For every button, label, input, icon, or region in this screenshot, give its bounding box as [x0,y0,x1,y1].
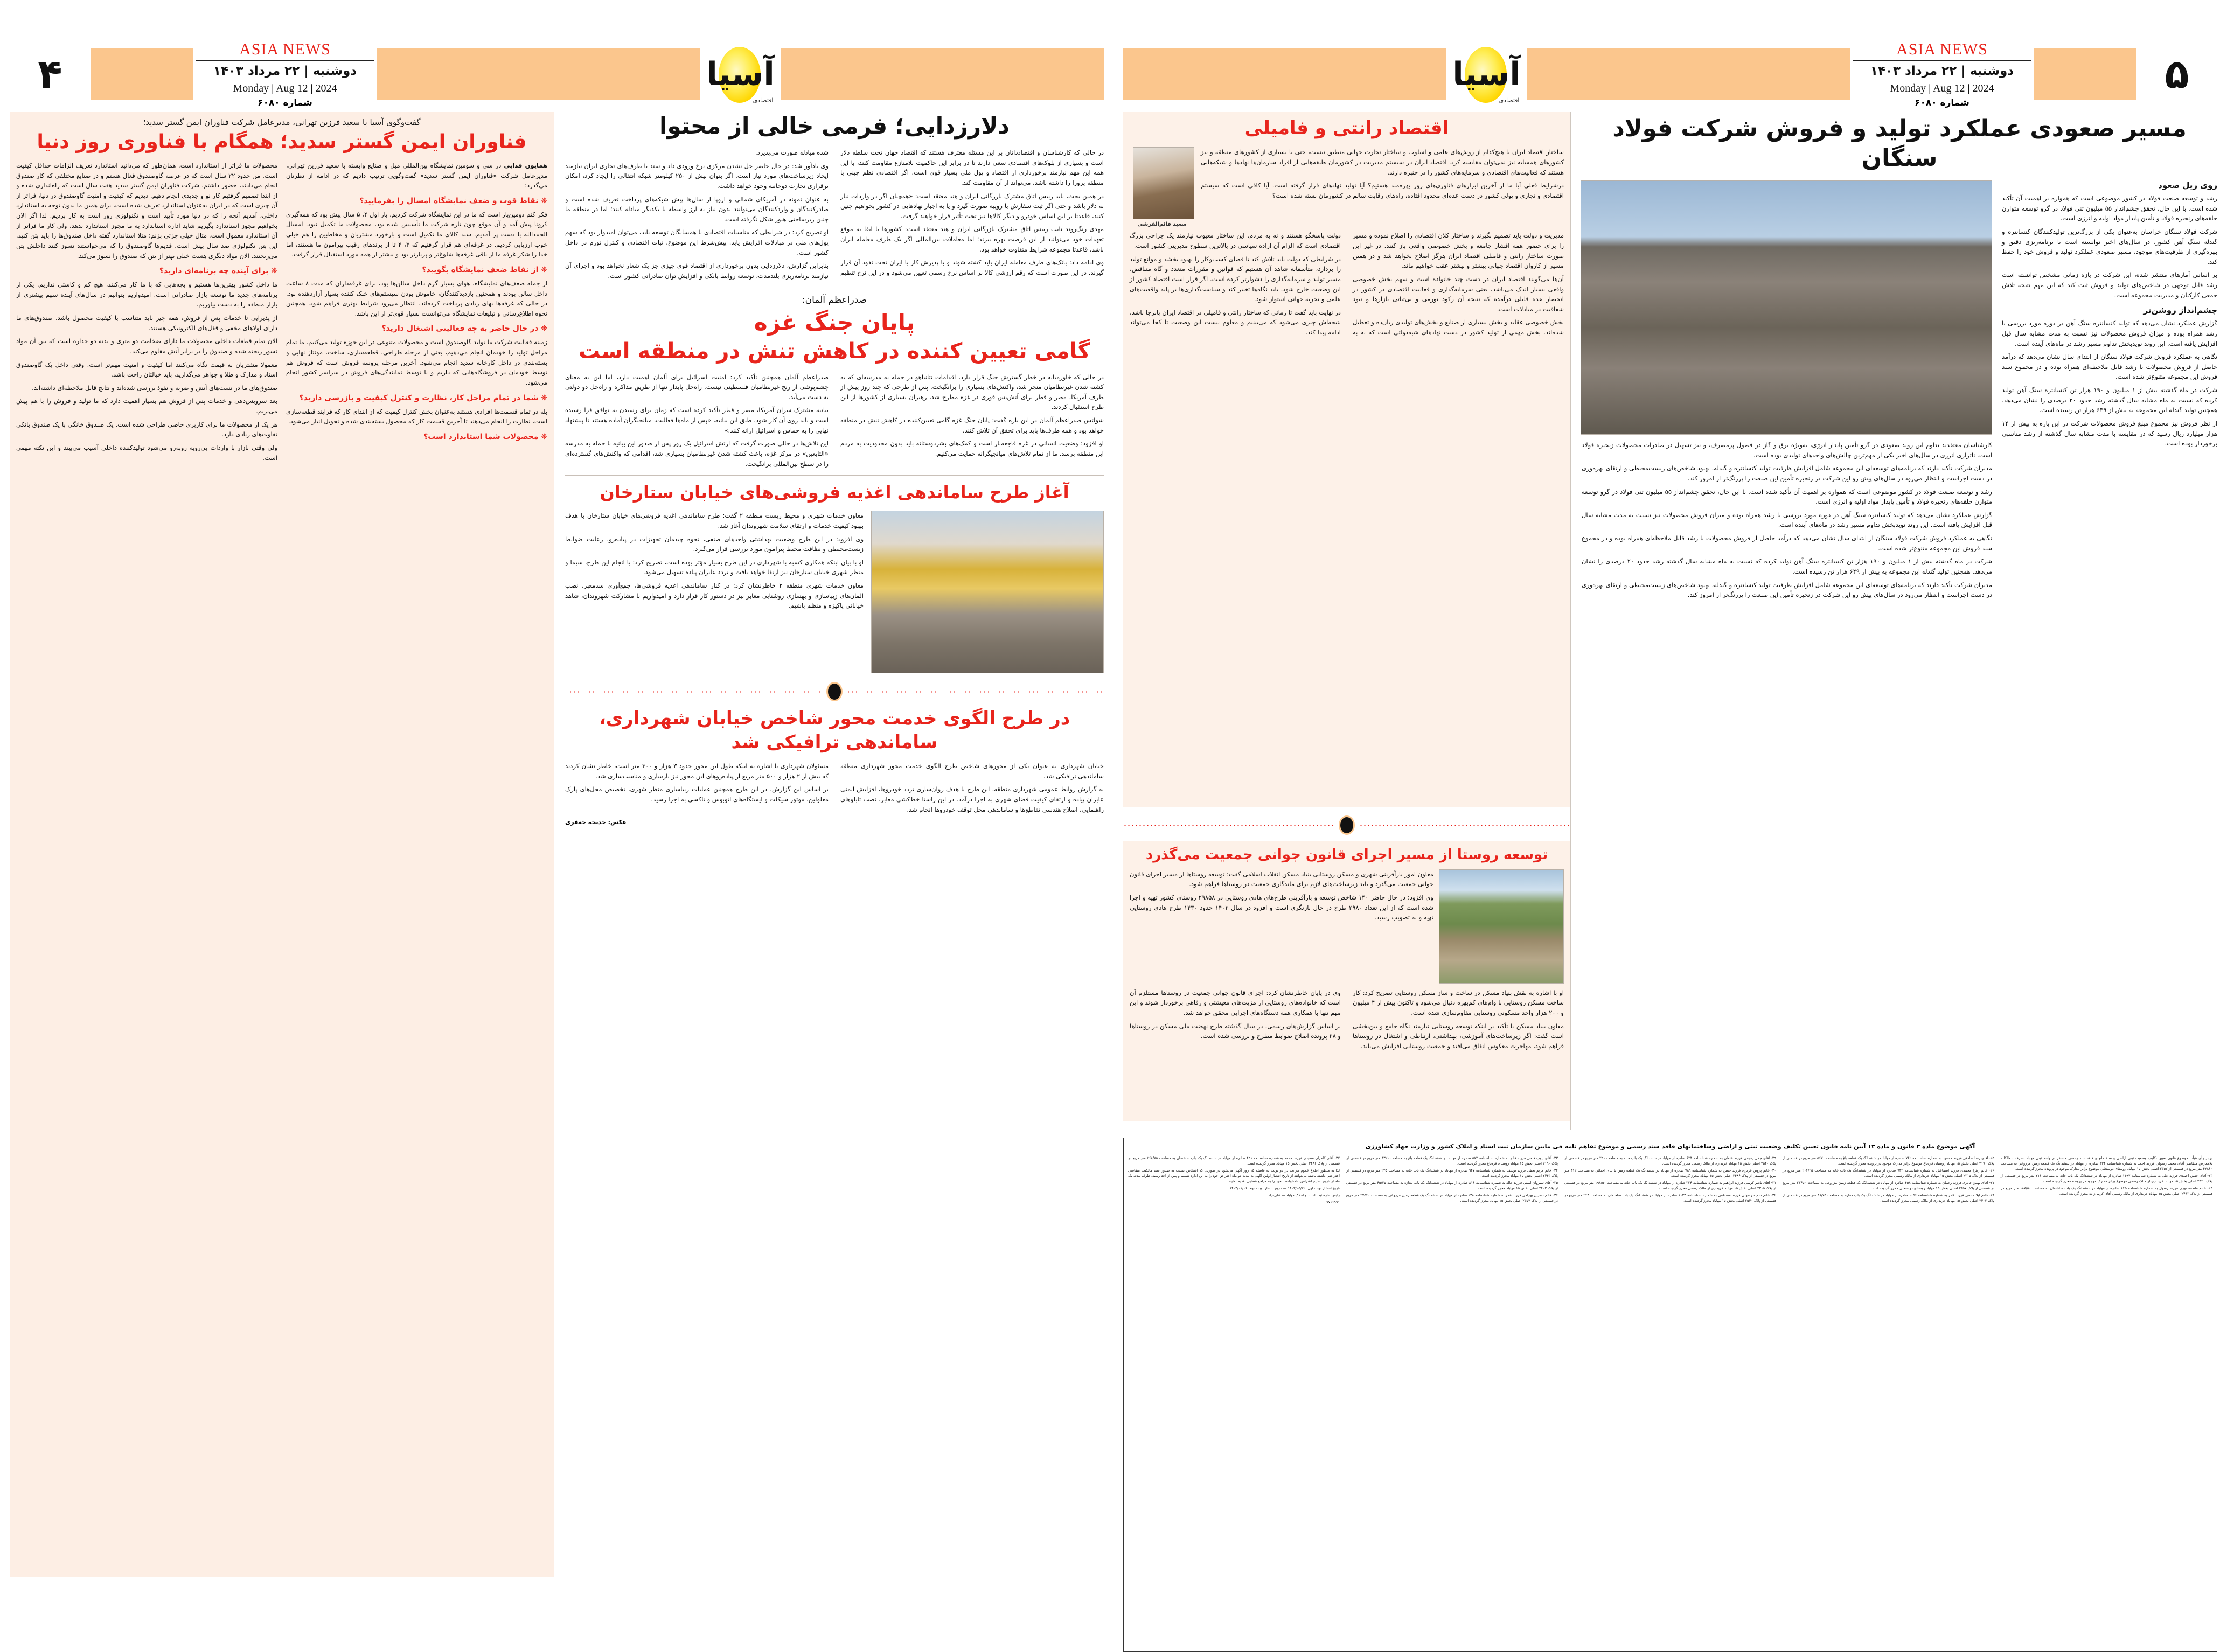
interview-intro-text: در سی و سومین نمایشگاه بین‌المللی مبل و صنایع وابسته با سعید فرزین تهرانی، مدیرعامل شرکت «فناوران ایمن گستر سدید» گفت‌وگویی ترتیب دادیم که در ادامه از نظرتان می‌گذرد: [286,161,547,190]
dollar-headline: دلارزدایی؛ فرمی خالی از محتوا [659,113,1010,139]
gaza-article [565,295,1104,469]
steel-p5: شرکت در ماه گذشته بیش از ۱ میلیون و ۱۹۰ هزار تن کنسانتره سنگ آهن تولید کرده که نسبت به ماه مشابه سال گذشته رشد حدود ۲۰ درصدی را نشان می‌دهد. همچنین تولید گندله این مجموعه به بیش از ۶۴۹ هزار تن رسیده است. [2002,386,2217,414]
gaza-headline-line2: گامی تعیین کننده در کاهش تنش در منطقه است [579,338,1090,364]
masthead-issue-left: شماره ۶۰۸۰ [1915,97,1969,108]
village-text-b [1130,988,1564,1051]
village-article [1123,841,1570,1121]
page-right [0,0,1114,1591]
ad-item: ۳۶- خانم نسرین بهرامی فرزند عمر به شماره شناسنامه ۶۳۸ صادره از مهاباد در ششدانگ یک قطعه زمین مزروعی به مساحت ۲۷۵۴۰ متر مربع در قسمتی از پلاک ۲۳۵۷ اصلی بخش ۱۵ مهاباد محرز گردیده است. [1346,1193,1558,1203]
dollar-p5: به عنوان نمونه در آمریکای شمالی و اروپا از سال‌ها پیش شبکه‌های پرداخت تعریف شده است و صادرکنندگان و واردکنندگان می‌توانند بدون نیاز به ارز واسطه با یکدیگر مبادله کنند؛ اما در منطقه ما چنین زیرساختی هنوز شکل نگرفته است. [565,195,829,223]
village-p1: وی افزود: در حال حاضر ۱۴۰ شاخص توسعه و بازآفرینی طرح‌های هادی روستایی در ۲۹۸۵۸ روستای کشور تهیه و اجرا شده است که از این تعداد ۲۹۸۰ طرح در حال بازنگری است و افزود در سال ۱۴۰۲ حدود ۱۴۳۰ طرح هادی روستایی تهیه و به تصویب رسید. [1130,893,1433,922]
page-number-right: ۴ [38,51,62,97]
traffic-photo-credit: عکس: خدیجه جعفری [565,819,627,826]
steel-photo [1581,180,1992,435]
ad-item: ۳۰- خانم پروین عزیزی فرزند حسن به شماره شناسنامه ۷۸۹ صادره از مهاباد در ششدانگ یک قطعه زمین با بنای احداثی به مساحت ۳۱۲ متر مربع در قسمتی از پلاک ۲۴۸۶ اصلی بخش ۱۵ مهاباد محرز گردیده است. [1564,1168,1776,1179]
steel-p3: گزارش عملکرد نشان می‌دهد که تولید کنسانتره سنگ آهن در دوره مورد بررسی با رشد همراه بوده و میزان فروش محصولات نیز نسبت به مدت مشابه سال قبل افزایش یافته است. این روند نویدبخش تداوم مسیر رشد در ماه‌های آینده است. [2002,319,2217,347]
interview-side-text: از پذیرایی تا خدمات پس از فروش، همه چیز باید متناسب با کیفیت محصول باشد. صندوق‌های ما دارای لولاهای مخفی و قفل‌های الکترونیکی هستند. [16,314,277,332]
opinion-p2: مدیریت و دولت باید تصمیم بگیرند و ساختار کلان اقتصادی را اصلاح نموده و مسیر را برای حضور همه اقشار جامعه و بخش خصوصی واقعی باز کنند. در غیر این صورت ساختار رانتی و فامیلی اقتصاد ایران هرگز اصلاح نخواهد شد و در همین مسیر از کاروان اقتصاد جهانی بیشتر و بیشتر عقب خواهیم ماند. [1353,232,1564,270]
classifieds-box [1123,1138,2217,1652]
interview-side-text: هر یک از محصولات ما برای کاربری خاصی طراحی شده است. یک صندوق خانگی با یک صندوق بانکی تفاوت‌های زیادی دارد. [16,420,277,438]
steel-p10: گزارش عملکرد نشان می‌دهد که تولید کنسانتره سنگ آهن در دوره مورد بررسی با رشد همراه بوده و میزان فروش محصولات نیز نسبت به مدت مشابه سال قبل افزایش یافته است. این روند نویدبخش تداوم مسیر رشد در ماه‌های آینده است. [1582,511,1992,529]
interview-side-text: بعد سرویس‌دهی و خدمات پس از فروش هم بسیار اهمیت دارد که ما تولید و فروش را با هم پیش می‌بریم. [16,397,277,415]
village-text-a [1130,869,1433,984]
masthead-en-title-left: ASIA NEWS [1896,40,1988,58]
ad-item: ۳۴- خانم مریم نجفی فرزند یوسف به شماره شناسنامه ۹۴۷ صادره از مهاباد در ششدانگ یک باب خانه به مساحت ۲۲۵ متر مربع در قسمتی از پلاک ۲۴۴۳ اصلی بخش ۱۵ مهاباد محرز گردیده است. [1346,1168,1558,1179]
dollar-p7: بنابراین گزارش، دلارزدایی بدون برخورداری از اقتصاد قوی چیزی جز یک شعار نخواهد بود و اجرای آن نیازمند برنامه‌ریزی بلندمدت، توسعه روابط بانکی و افزایش توان صادراتی کشور است. [565,262,829,280]
section-ornament-left [1123,815,1570,835]
traffic-p2: مسئولان شهرداری با اشاره به اینکه طول این محور حدود ۳ هزار و ۳۰۰ متر است، خاطر نشان کردند که بیش از ۲ هزار و ۵۰۰ متر مربع از پیاده‌روهای این محور نیز بازسازی و مناسب‌سازی شد. [565,762,829,780]
ornament-dots-a [847,691,1104,693]
dollar-p4: وی یادآور شد: در حال حاضر حل نشدن مرکزی نرخ ورودی داد و ستد با طرف‌های تجاری ایران نیازمند ایجاد زیرساخت‌های مورد نیاز است. اگر بتوان بیش از ۲۵۰ کیلومتر شبکه انتقالی را ایجاد کرد، امکان برقراری تجارت دوجانبه وجود خواهد داشت. [565,162,829,190]
page-left [1114,0,2227,1591]
ad-item: ۲۴- خانم فاطمه نوری فرزند رسول به شماره شناسنامه ۸۴۵ صادره از مهاباد در ششدانگ یک باب ساختمان به مساحت ۱۸۷/۵۰ متر مربع در قسمتی از پلاک ۲۴۴۳ اصلی بخش ۱۵ مهاباد خریداری از مالک رسمی آقای کریم زاده محرز گردیده است. [2001,1186,2212,1196]
steel-sub2: چشم‌انداز روشن‌تر [2143,305,2217,316]
logo-wordmark-left: آسیا [1452,55,1521,93]
steel-text-a [2002,193,2217,300]
logo-wordmark-right: آسیا [706,55,775,93]
ornament-dots-b [1123,825,1334,826]
traffic-p3: بر اساس این گزارش، در این طرح همچنین عملیات زیباسازی منظر شهری، تخصیص محل‌های پارک معلولین، موتور سیکلت و ایستگاه‌های اتوبوس و تاکسی به اجرا رسید. [565,785,829,804]
left-sidebar [1123,112,1571,1130]
steel-article [1582,112,2217,1130]
village-p5: بر اساس گزارش‌های رسمی، در سال گذشته طرح نهضت ملی مسکن در روستاها و ۲۸ پرونده اصلاح ضوابط مطرح و بررسی شده است. [1130,1022,1341,1040]
ad-item: ۲۸- خانم لیلا حسنی فرزند قادر به شماره شناسنامه ۱۰۵۶ صادره از مهاباد در ششدانگ یک باب مغازه به مساحت ۳۸/۷۵ متر مربع در قسمتی از پلاک ۲۴۰۲ اصلی بخش ۱۵ مهاباد خریداری از مالک رسمی محرز گردیده است. [1783,1193,1995,1203]
village-p3: معاون بنیاد مسکن با تأکید بر اینکه توسعه روستایی نیازمند نگاه جامع و بین‌بخشی است گفت: اگر زیرساخت‌های آموزشی، بهداشتی، ارتباطی و اشتغال در روستاها فراهم شود، مهاجرت معکوس اتفاق می‌افتد و جمعیت روستایی افزایش می‌یابد. [1353,1022,1564,1050]
divider-gaza-food [565,475,1104,476]
masthead-date-en-left: Monday | Aug 12 | 2024 [1890,82,1994,94]
dateblock-left [1850,40,2034,108]
interview-question: ❋ نقاط قوت و ضعف نمایشگاه امسال را بفرمایید؟ [359,196,547,205]
dateblock-right [193,40,377,108]
village-headline: توسعه روستا از مسیر اجرای قانون جوانی جمعیت می‌گذرد [1145,847,1548,863]
traffic-p0: خیابان شهرداری به عنوان یکی از محورهای شاخص طرح الگوی خدمت محور شهرداری منطقه ساماندهی ترافیکی شد. [840,762,1104,780]
dollar-p3: وی ادامه داد: بانک‌های طرف معامله ایران باید کشته شوند و با پذیرش کار با ایران تحت نفوذ آن قرار گیرند. در این صورت است که رقم ارزشی کالا بر اساس نرخ رسمی تعیین می‌شود و در این نرخ تنظیم شده مبادله صورت می‌پذیرد. [755,149,1104,276]
ad-item: ۳۱- آقای ناصر کریمی فرزند ابراهیم به شماره شناسنامه ۳۳۴ صادره از مهاباد در ششدانگ یک باب خانه به مساحت ۱۹۸/۵۰ متر مربع در قسمتی از پلاک ۲۳۱۵ اصلی بخش ۱۵ مهاباد خریداری از مالک رسمی محرز گردیده است. [1564,1180,1776,1190]
masthead-issue-right: شماره ۶۰۸۰ [258,97,312,108]
steel-p7: کارشناسان معتقدند تداوم این روند صعودی در گرو تأمین پایدار انرژی، به‌ویژه برق و گاز در فصول پرمصرف، و نیز تسهیل در صادرات محصولات زنجیره فولاد است. ناترازی انرژی در سال‌های اخیر یکی از مهم‌ترین چالش‌های واحدهای تولیدی بوده است. [1582,441,1992,459]
opinion-text-top [1201,147,1564,227]
masthead-date-fa-right: دوشنبه | ۲۲ مرداد ۱۴۰۳ [213,64,357,78]
gaza-p2: او افزود: وضعیت انسانی در غزه فاجعه‌بار است و کمک‌های بشردوستانه باید بدون محدودیت به مردم این منطقه برسد. ما از تمام تلاش‌های میانجیگرانه حمایت می‌کنیم. [840,440,1104,457]
interview-side-text: معمولا مشتریان به قیمت نگاه می‌کنند اما کیفیت و امنیت مهم‌تر است. وقتی داخل یک گاوصندوق اسناد و مدارک و طلا و جواهر می‌گذارید، باید خیالتان راحت باشد. [16,360,277,379]
ornament-bead-icon [826,682,843,701]
steel-sub1: روی ریل صعود [2158,180,2217,191]
food-p2: او با بیان اینکه همکاری کسبه با شهرداری در این طرح بسیار مؤثر بوده است، تصریح کرد: با انجام این طرح، سیما و منظر شهری خیابان ستارخان نیز ارتقا خواهد یافت و تردد عابران پیاده تسهیل می‌شود. [565,558,864,576]
interview-answer: بله در تمام قسمت‌ها افرادی هستند به‌عنوان بخش کنترل کیفیت که از ابتدای کار که فرایند قطعه‌سازی است، نظارت را انجام می‌دهند تا آخرین قسمت کار که محصول بسته‌بندی شده و تحویل انبار می‌شود. [286,407,547,426]
masthead-date-fa-left: دوشنبه | ۲۲ مرداد ۱۴۰۳ [1870,64,2014,78]
steel-p6: از نظر فروش نیز مجموع مبلغ فروش محصولات شرکت در این بازه به بیش از ۱۴ هزار میلیارد ریال رسید که در مقایسه با مدت مشابه سال گذشته از رشد مناسبی برخوردار بوده است. [2002,419,2217,448]
masthead-bar-left-outer [2034,48,2136,100]
right-page-body [10,112,1104,1577]
gaza-p5: این تلاش‌ها در حالی صورت گرفت که ارتش اسرائیل یک روز پس از صدور این بیانیه با حمله به مدرسه «التابعین» در مرکز غزه، باعث کشته شدن غیرنظامیان بسیاری شد، اقدامی که واکنش‌های گسترده‌ای را در سطح بین‌المللی برانگیخت. [565,440,829,468]
masthead-bar-left-inner [1123,48,1446,100]
traffic-headline-line2: ساماندهی ترافیکی شد [731,731,938,753]
steel-p1: شرکت فولاد سنگان خراسان به‌عنوان یکی از بزرگ‌ترین تولیدکنندگان کنسانتره و گندله سنگ آهن کشور، در سال‌های اخیر توانسته است با برنامه‌ریزی دقیق و بهره‌گیری از ظرفیت‌های موجود، مسیر صعودی عملکرد تولید و فروش خود را حفظ کند. [2002,227,2217,266]
village-p0: معاون امور بازآفرینی شهری و مسکن روستایی بنیاد مسکن انقلاب اسلامی گفت: توسعه روستاها از مسیر اجرای قانون جوانی جمعیت می‌گذرد و باید زیرساخت‌های لازم برای ماندگاری جمعیت در روستاها فراهم شود. [1130,870,1433,888]
ad-item: ۲۶- خانم زهرا محمدی فرزند اسماعیل به شماره شناسنامه ۹۳۲ صادره از مهاباد در ششدانگ یک باب خانه به مساحت ۲۰۴/۲۵ متر مربع در قسمتی از پلاک ۲۳۱۵ اصلی بخش ۱۵ مهاباد خریداری از مالک رسمی محرز گردیده است. [1783,1168,1994,1179]
interview-answer: محصولات ما فراتر از استاندارد است. همان‌طور که می‌دانید استاندارد تعریف الزامات حداقل کیفیت است. من حدود ۲۲ سال است که در عرصه گاوصندوق فعال هستم و در صنایع مختلفی که کار صندوق انجام می‌دادند، حضور داشتم. شرکت فناوران ایمن گستر سدید هفت سال است که راه‌اندازی شده و از ابتدا تصمیم گرفتیم کار نو و جدیدی انجام دهیم. دیدیم که کیفیت و امنیت گاوصندوق در دنیا، فراتر از آن چیزی است که در ایران به‌عنوان استاندارد تعریف شده است، برای همین ما بدون توجه به استاندارد داخلی، آمدیم آنچه را که در دنیا مورد تأیید است و تکنولوژی روز است به کار بردیم. لذا اگر الان بخواهیم مجوز استاندارد بگیریم شاید اداره استاندارد به ما مجوز استاندارد ندهد، ولی کار ما فراتر از آن استاندارد معمول است. مثال خیلی جزئی بزنم: مثلا استاندارد گفته داخل صندوق‌ها را باید بتن کنید. این بتن تکنولوژی صد سال پیش است. قدیم‌ها گاوصندوق را که می‌خواستند نسوز کنند داخلش بتن می‌ریختند. الان مواد دیگری هست خیلی بهتر از بتن که صندوق را نسوز می‌کند. [16,161,277,260]
steel-p8: مدیران شرکت تأکید دارند که برنامه‌های توسعه‌ای این مجموعه شامل افزایش ظرفیت تولید کنسانتره و گندله، بهبود شاخص‌های زیست‌محیطی و ارتقای بهره‌وری در دست اجراست و انتظار می‌رود در سال‌های پیش رو این شرکت در زنجیره تأمین این صنعت را پررنگ‌تر از امروز کند. [1582,464,1992,482]
street-food-headline: آغاز طرح ساماندهی اغذیه فروشی‌های خیابان ستارخان [600,482,1069,503]
classifieds-body [1128,1156,2212,1205]
gaza-body [565,372,1104,469]
dollar-p1: در همین بحث، باید رییس اتاق مشترک بازرگانی ایران و هند معتقد است: «همچنان اگر در واردات نیاز به دلار باشد و حتی اگر ثبت سفارش با روپیه صورت گیرد و یا به اجبار نهادهایی در کشور بخواهیم چنین کنند، قاعدتا بر این اساس خودرو و دیگر کالاها نیز تحت تأثیر قرار خواهند گرفت. [840,192,1104,220]
ad-item: ۳۳- آقای ایوب فتحی فرزند قادر به شماره شناسنامه ۵۷۲ صادره از مهاباد در ششدانگ یک قطعه باغ به مساحت ۴۳۲۰ متر مربع در قسمتی از پلاک ۲۱۹۰ اصلی بخش ۱۵ مهاباد روستای قره‌باغ محرز گردیده است. [1346,1156,1558,1166]
masthead-bar-right-inner [781,48,1104,100]
opinion-p0: ساختار اقتصاد ایران با هیچ‌کدام از روش‌های علمی و اسلوب و ساختار تجارت جهانی منطبق نیست، حتی با بسیاری از کشورهای منطقه و نیز کشورهای همسایه نیز نمی‌توان مقایسه کرد. اقتصاد ایران در سیستم مدیریت در کشورمان طبقه‌هایی از افراد سازمان‌ها نهادها و شبکه‌هایی هستند که فعالیت‌های اقتصادی و سرمایه‌های کشور را در چنبره دارند. [1201,148,1564,176]
ad-item: ۳۲- خانم سمیه رسولی فرزند مصطفی به شماره شناسنامه ۱۱۲۳ صادره از مهاباد در ششدانگ یک باب ساختمان به مساحت ۲۴۳ متر مربع در قسمتی از پلاک ۲۵۴۰ اصلی بخش ۱۵ مهاباد محرز گردیده است. [1564,1193,1776,1203]
interview-answer: ما داخل کشور بهترین‌ها هستیم و بچه‌هایی که با ما کار می‌کنند، هیچ کم و کاستی نداریم. یکی از برنامه‌های جدید ما توسعه بازار صادراتی است. امیدواریم بتوانیم در سال‌های آینده سهم بیشتری از بازار منطقه را به دست بیاوریم. [16,281,277,309]
ad-item: ۲۳- آقای حسن احمدی فرزند علی به شماره شناسنامه ۱۱۹۷ صادره از مهاباد در ششدانگ یک باب خانه به مساحت ۲۱۶ متر مربع در قسمتی از پلاک ۲۵۴۰ اصلی بخش ۱۵ مهاباد خریداری از مالک رسمی موضوع برابر مدارک موجود در پرونده محرز گردیده است. [2001,1174,2212,1183]
ad-item: برابر رأی هیأت موضوع قانون تعیین تکلیف وضعیت ثبتی اراضی و ساختمانهای فاقد سند رسمی مستقر در واحد ثبتی مهاباد تصرفات مالکانه بلامعارض متقاضی آقای محمد رسولی فرزند احمد به شماره شناسنامه ۳۲۴ صادره از مهاباد در ششدانگ یک قطعه زمین مزروعی به مساحت ۴۲۸۶۰ متر مربع در قسمتی از ۲۳۵۷ اصلی بخش ۱۵ مهاباد روستای دوستعلی موضوع برابر مدارک موجود در پرونده محرز گردیده است. [2001,1156,2212,1172]
steel-text-c [1582,440,1992,600]
interview-question: ❋ از نقاط ضعف نمایشگاه بگویید؟ [422,265,547,274]
steel-p12: شرکت در ماه گذشته بیش از ۱ میلیون و ۱۹۰ هزار تن کنسانتره سنگ آهن تولید کرده که نسبت به ماه مشابه سال گذشته رشد حدود ۲۰ درصدی را نشان می‌دهد. همچنین تولید گندله این مجموعه به بیش از ۶۴۹ هزار تن رسیده است. [1582,557,1992,575]
interview-side-text: ولی وقتی بازار با واردات بی‌رویه روبه‌رو می‌شود تولیدکننده داخلی آسیب می‌بیند و این نکته مهمی است. [16,443,277,462]
opinion-p3: آن‌ها می‌گویند اقتصاد ایران در دست چند خانواده است و سهم بخش خصوصی واقعی بسیار اندک می‌باشد، یعنی سرمایه‌گذاری و فعالیت اقتصادی در کشور در انحصار عده قلیلی درآمده که نتیجه آن رکود تورمی و بی‌ثباتی بازارها و نبود شفافیت در مبادلات است. [1353,275,1564,313]
traffic-headline-line1: در طرح الگوی خدمت محور شاخص خیابان شهرداری، [598,708,1070,730]
interview-question: ❋ برای آینده چه برنامه‌ای دارید؟ [159,267,277,276]
dollar-p6: او تصریح کرد: در شرایطی که مناسبات اقتصادی با همسایگان توسعه یابد، می‌توان امیدوار بود که سهم پول‌های ملی در مبادلات افزایش یابد. پیش‌شرط این موضوع، ثبات اقتصادی و کنترل تورم در داخل کشور است. [565,228,829,256]
interview-answer: فکر کنم دومین‌بار است که ما در این نمایشگاه شرکت کردیم. بار اول ۴، ۵ سال پیش بود که همه‌گیری کرونا پیش آمد و آن موقع چون تازه شرکت ما تأسیس شده بود، محصولات ما تکمیل نبود. امسال الحمدالله با دست پر آمدیم. سبد کالای ما تکمیل است و بازخورد مشتریان و مخاطبین را هم خیلی خوب ارزیابی کردیم. در غرفه‌ای هم قرار گرفتیم که ۳، ۴ تا از برندهای رقیب پیرامون ما هستند، اما خدا را شکر غرفه ما از باقی غرفه‌ها شلوغ‌تر و پربارتر بود و بیشتر از همه مورد استقبال قرار گرفت. [286,210,547,259]
ad-signature: رئیس اداره ثبت اسناد و املاک مهاباد — علی‌نژاد [1268,1193,1340,1197]
dollar-body [565,148,1104,281]
opinion-headline: اقتصاد رانتی و فامیلی [1244,117,1449,139]
gaza-p1: شولتس صدراعظم آلمان در این باره گفت: پایان جنگ غزه گامی تعیین‌کننده در کاهش تنش در منطقه خواهد بود و همه طرف‌ها باید برای تحقق آن تلاش کنند. [840,416,1104,434]
food-p1: وی افزود: در این طرح وضعیت بهداشتی واحدهای صنفی، نحوه چیدمان تجهیزات در پیاده‌رو، رعایت ضوابط زیست‌محیطی و نظافت محیط پیرامون مورد بررسی قرار می‌گیرد. [565,535,864,553]
ornament-bead-icon [1339,815,1355,835]
village-photo-wrap [1440,869,1564,984]
gaza-headline-line1: پایان جنگ غزه [754,309,915,336]
opinion-p6: در نهایت باید گفت تا زمانی که ساختار رانتی و فامیلی در اقتصاد ایران پابرجا باشد، نتیجه‌اش چیزی می‌شود که می‌بینیم و معلوم نیست این وضعیت تا کجا می‌تواند ادامه پیدا کند. [1130,308,1341,337]
steel-p0: رشد و توسعه صنعت فولاد در کشور موضوعی است که همواره بر اهمیت آن تأکید شده است. با این حال، تحقق چشم‌انداز ۵۵ میلیون تنی فولاد در گرو توسعه متوازن حلقه‌های زنجیره فولاد و تأمین پایدار مواد اولیه و انرژی است. [2002,194,2217,222]
ad-item: ۲۷- آقای بهمن قادری فرزند رحمان به شماره شناسنامه ۴۵۸ صادره از مهاباد در ششدانگ یک قطعه زمین مزروعی به مساحت ۳۱۴۵۰ متر مربع در قسمتی از پلاک ۲۳۵۷ اصلی بخش ۱۵ مهاباد روستای دوستعلی محرز گردیده است. [1783,1180,1995,1190]
food-p0: معاون خدمات شهری و محیط زیست منطقه ۲ گفت: طرح ساماندهی اغذیه فروشی‌های خیابان ستارخان با هدف بهبود کیفیت خدمات و ارتقای سلامت شهروندان آغاز شد. [565,512,864,529]
interview-kicker: گفت‌وگوی آسیا با سعید فرزین تهرانی، مدیرعامل شرکت فناوران ایمن گستر سدید؛ [143,117,421,127]
ornament-dots-b [565,691,822,693]
interview-question: ❋ محصولات شما استاندارد است؟ [423,432,547,441]
steel-p2: بر اساس آمارهای منتشر شده، این شرکت در بازه زمانی مشخص توانسته است رشد قابل توجهی در شاخص‌های تولید و فروش ثبت کند که این مهم نتیجه تلاش جمعی کارکنان و مدیریت مجموعه است. [2002,271,2217,299]
steel-left-column [1582,180,1992,603]
traffic-body [565,761,1104,814]
street-food-photo-wrap [872,511,1104,673]
interview-intro [286,161,547,191]
interview-body [16,161,547,463]
opinion-author-photo [1133,147,1194,219]
steel-p4: نگاهی به عملکرد فروش شرکت فولاد سنگان از ابتدای سال نشان می‌دهد که درآمد حاصل از فروش محصولات با رشد قابل ملاحظه‌ای همراه بوده و در مجموع سبد فروش این مجموعه متنوع‌تر شده است. [2002,353,2217,381]
classifieds-title: آگهی موضوع ماده ۳ قانون و ماده ۱۳ آیین نامه قانون تعیین تکلیف وضعیت ثبتی و اراضی وساختمانهای فاقد سند رسمی و موضوع تفاهم نامه فی مابین سازمان ثبت اسناد و املاک کشور و وزارت جهاد کشاورزی [1128,1142,2212,1153]
steel-p11: نگاهی به عملکرد فروش شرکت فولاد سنگان از ابتدای سال نشان می‌دهد که درآمد حاصل از فروش محصولات با رشد قابل ملاحظه‌ای همراه بوده و در مجموع سبد فروش این مجموعه متنوع‌تر شده است. [1582,534,1992,552]
section-ornament-right [565,682,1104,701]
masthead-bar-left-mid [1527,48,1850,100]
right-center-column [565,112,1104,1577]
masthead-en-title-right: ASIA NEWS [239,40,331,58]
gaza-p3: صدراعظم آلمان همچنین تأکید کرد: امنیت اسرائیل برای آلمان اهمیت دارد، اما این به معنای چشم‌پوشی از رنج غیرنظامیان فلسطینی نیست. راه‌حل پایدار تنها از طریق مذاکره و راه‌حل دو دولتی به دست می‌آید. [565,373,829,401]
masthead-bar-right-mid [377,48,700,100]
interview-question: ❋ شما در تمام مراحل کار، نظارت و کنترل کیفیت و بازرسی دارید؟ [299,393,547,402]
street-food-body [565,511,864,673]
village-p4: وی در پایان خاطرنشان کرد: اجرای قانون جوانی جمعیت در روستاها مستلزم آن است که خانواده‌های روستایی از مزیت‌های معیشتی و رفاهی برخوردار شوند و این مهم تنها با همکاری همه دستگاه‌های اجرایی محقق خواهد شد. [1130,988,1341,1016]
opinion-author-block [1130,147,1194,227]
village-p2: او با اشاره به نقش بنیاد مسکن در ساخت و ساز مسکن روستایی تصریح کرد: کار ساخت مسکن روستایی با وام‌های کم‌بهره دنبال می‌شود و تاکنون بیش از ۴ میلیون و ۲۰۰ هزار واحد مسکونی روستایی مقاوم‌سازی شده است. [1353,988,1564,1016]
logo-left [1446,43,1527,106]
gaza-kicker: صدراعظم آلمان: [802,294,867,305]
left-page-body [1123,112,2217,1130]
opinion-author-name: سعید قائم‌الفرشی [1137,221,1187,228]
logo-right [700,43,781,106]
interview-headline: فناوران ایمن گستر سدید؛ همگام با فناوری روز دنیا [37,131,527,153]
logo-subtitle-right: اقتصادی [753,97,774,104]
village-photo [1439,869,1564,984]
opinion-p4: بخش خصوصی عقاید و بخش بسیاری از صنایع و بخش‌های تولیدی زیان‌ده و تعطیل شده‌اند. بخش مهمی از تولید کشور در دست نهادهای شبه‌دولتی است که نه به دولت پاسخگو هستند و نه به مردم. این ساختار معیوب نیازمند یک جراحی بزرگ اقتصادی است که الزام آن اراده سیاسی در بالاترین سطوح مدیریتی کشور است. [1130,232,1564,337]
masthead-left [1123,10,2217,107]
ad-notice: لذا به منظور اطلاع عموم مراتب در دو نوبت به فاصله ۱۵ روز آگهی می‌شود در صورتی که اشخاص نسبت به صدور سند مالکیت متقاضی اعتراضی داشته باشند می‌توانند از تاریخ انتشار اولین آگهی به مدت دو ماه اعتراض خود را به این اداره تسلیم و پس از اخذ رسید، ظرف مدت یک ماه از تاریخ تسلیم اعتراض، دادخواست خود را به مراجع قضایی تقدیم نمایند. [1128,1168,1340,1183]
dollar-p2: مهدی رنگ‌روند نایب رییس اتاق مشترک بازرگانی ایران و هند معتقد است: کشورها با ایفا به موقع تعهدات خود می‌توانند از این فرصت بهره ببرند؛ اما معاملات بین‌المللی اگر یک طرف معامله ایران باشد، قاعدتا مجموعه شرایط متفاوت خواهد بود. [840,225,1104,253]
food-p3: معاون خدمات شهری منطقه ۲ خاطرنشان کرد: در کنار ساماندهی اغذیه فروشی‌ها، جمع‌آوری سدمعبر، نصب المان‌های زیباسازی و بهسازی روشنایی معابر نیز در دستور کار قرار دارد و امیدواریم با مشارکت شهروندان، شاهد خیابانی پاکیزه و منظم باشیم. [565,582,864,610]
interview-answer: از جمله ضعف‌های نمایشگاه، هوای بسیار گرم داخل سالن‌ها بود، برای غرفه‌داران که مدت ۸ ساعت داخل سالن بودند و همچنین بازدیدکنندگان، خاموش بودن سیستم‌های خنک کننده بسیار آزاردهنده بود. در حالی که غرفه‌ها بهای زیادی پرداخت کرده‌اند، انتظار می‌رود شرایط بهتری فراهم شود. همچنین نحوه اطلاع‌رسانی و تبلیغات نمایشگاه می‌توانست بسیار قوی‌تر از این باشد. [286,279,547,317]
street-food-photo [871,511,1104,673]
ad-item: ۳۵- آقای سیروان امینی فرزند خالد به شماره شناسنامه ۸۱۶ صادره از مهاباد در ششدانگ یک باب مغازه به مساحت ۴۵/۲۵ متر مربع در قسمتی از پلاک ۲۴۰۲ اصلی بخش ۱۵ مهاباد محرز گردیده است. [1346,1180,1558,1190]
ad-item: ۳۷- آقای کامران سعیدی فرزند محمد به شماره شناسنامه ۴۹۱ صادره از مهاباد در ششدانگ یک باب ساختمان به مساحت ۲۶۸/۷۵ متر مربع در قسمتی از پلاک ۲۴۸۶ اصلی بخش ۱۵ مهاباد محرز گردیده است. [1128,1156,1340,1166]
steel-headline: مسیر صعودی عملکرد تولید و فروش شرکت فولاد سنگان [1612,115,2187,172]
ad-item: ۲۵- آقای رضا صادقی فرزند محمود به شماره شناسنامه ۷۶۲ صادره از مهاباد در ششدانگ یک قطعه باغ به مساحت ۵۶۷۰ متر مربع در قسمتی از پلاک ۲۱۹۰ اصلی بخش ۱۵ مهاباد روستای قره‌باغ موضوع برابر مدارک موجود در پرونده محرز گردیده است. [1783,1156,1994,1166]
interview-article [10,112,554,1577]
opinion-text-body [1130,231,1564,339]
gaza-p0: در حالی که خاورمیانه در خطر گسترش جنگ قرار دارد، اقدامات نتانیاهو در حمله به مدرسه‌ای که به کشته شدن غیرنظامیان منجر شد، واکنش‌های بسیاری را برانگیخت. پس از طرحی که چند روز پیش از طرف آمریکا، مصر و قطر برای آتش‌بس فوری در غزه مطرح شد، رهبران بسیاری از کشورها از این طرح استقبال کردند. [840,373,1104,411]
dollar-article [565,112,1104,281]
masthead-rule-left [1853,60,2031,61]
interview-side-text: الان تمام قطعات داخلی محصولات ما دارای ضخامت دو متری و بدنه دو جداره است که بین آن مواد نسوز ریخته شده و صندوق را در برابر آتش مقاوم می‌کند. [16,337,277,355]
interview-side-text: صندوق‌های ما در تست‌های آتش و ضربه و نفوذ بررسی شده‌اند و نتایج قابل ملاحظه‌ای داشته‌اند. [32,384,277,392]
ad-footer-code: ۷۷۶۶۹۹۱ [1326,1200,1340,1204]
steel-right-column [2002,180,2217,603]
steel-p13: مدیران شرکت تأکید دارند که برنامه‌های توسعه‌ای این مجموعه شامل افزایش ظرفیت تولید کنسانتره و گندله، بهبود شاخص‌های زیست‌محیطی و ارتقای بهره‌وری در دست اجراست و انتظار می‌رود در سال‌های پیش رو این شرکت در زنجیره تأمین این صنعت را پررنگ‌تر از امروز کند. [1582,581,1992,599]
opinion-article [1123,112,1570,807]
opinion-p5: در شرایطی که دولت باید تلاش کند تا فضای کسب‌وکار را بهبود بخشد و موانع تولید را بردارد، متأسفانه شاهد آن هستیم که قوانین و مقررات متعدد و گاه متناقض، مسیر تولید و سرمایه‌گذاری را دشوارتر کرده است. اگر قرار است اقتصاد کشور از این وضعیت خارج شود، باید نگاه‌ها تغییر کند و سیاست‌گذاری‌ها بر پایه واقعیت‌های علمی و تجربه جهانی استوار شود. [1130,255,1341,303]
traffic-p1: به گزارش روابط عمومی شهرداری منطقه، این طرح با هدف روان‌سازی تردد خودروها، افزایش ایمنی عابران پیاده و ارتقای کیفیت فضای شهری به اجرا درآمد. در این راستا خط‌کشی معابر، نصب تابلوهای راهنمایی، اصلاح هندسی تقاطع‌ها و ساماندهی محل توقف خودروها انجام شد. [840,785,1104,813]
opinion-p1: درشرایط فعلی آیا ما از آخرین ابزارهای فناوری‌های روز بهره‌مند هستیم؟ آیا تولید نهادهای قرار گرفته است. آیا کافی است که سیستم اقتصادی و تجاری و پولی کشور در دست عده‌ای محدود افتاده، راه‌های رقابت سالم در کشورمان بسته شده است؟ [1201,182,1564,199]
interview-question: ❋ در حال حاضر به چه فعالیتی اشتغال دارید؟ [381,324,547,333]
ad-item: ۲۹- آقای جلال رحیمی فرزند عثمان به شماره شناسنامه ۶۲۴ صادره از مهاباد در ششدانگ یک باب خانه به مساحت ۲۵۱ متر مربع در قسمتی از پلاک ۲۵۴۰ اصلی بخش ۱۵ مهاباد خریداری از مالک رسمی محرز گردیده است. [1564,1156,1776,1166]
steel-text-b [2002,318,2217,449]
masthead-bar-right-outer [91,48,193,100]
gaza-p4: بیانیه مشترک سران آمریکا، مصر و قطر تأکید کرده است که زمان برای رسیدن به توافق فرا رسیده است و باید روی آن کار شود. طبق این بیانیه، «پس از ماه‌ها فعالیت، میانجیگران آماده هستند تا پیشنهاد نهایی را به حماس و اسرائیل ارائه کنند.» [565,406,829,434]
page-number-left: ۵ [2165,51,2189,97]
masthead-date-en-right: Monday | Aug 12 | 2024 [233,82,337,94]
interview-byline: همایون فدایی [504,161,548,169]
masthead-rule-right [196,60,374,61]
dollar-p0: در حالی که کارشناسان و اقتصاددانان بر این مسئله معترف هستند که اقتصاد جهان تحت سلطه دلار است و بسیاری از بلوک‌های اقتصادی سعی دارند تا در برابر این حاکمیت بلامنازع مقاومت کنند، با این همه این مهم نیازمند برخورداری از اقتصاد و پول ملی بسیار قوی است. اگر اقتصادی نظم چینی یا منطقه پرورا را داشته باشد، می‌تواند از آن مقاومت کند. [840,149,1104,186]
street-food-article [565,482,1104,673]
logo-subtitle-left: اقتصادی [1499,97,1520,104]
traffic-article [565,708,1104,826]
ad-publish-dates: تاریخ انتشار نوبت اول: ۱۴۰۳/۰۵/۲۲ — تاریخ انتشار نوبت دوم: ۱۴۰۳/۰۶/۰۶ [1229,1186,1340,1190]
steel-p9: رشد و توسعه صنعت فولاد در کشور موضوعی است که همواره بر اهمیت آن تأکید شده است. با این حال، تحقق چشم‌انداز ۵۵ میلیون تنی فولاد در گرو توسعه متوازن حلقه‌های زنجیره فولاد و تأمین پایدار مواد اولیه و انرژی است. [1582,487,1992,506]
interview-answer: زمینه فعالیت شرکت ما تولید گاوصندوق است و محصولات متنوعی در این حوزه تولید می‌کنیم. ما تمام مراحل تولید را خودمان انجام می‌دهیم، یعنی از مرحله طراحی، قطعه‌سازی، ساخت، مونتاژ نهایی و بسته‌بندی در داخل کارخانه سدید انجام می‌شود. آخرین مرحله پروسه فروش است که فروش هم توسط خودمان در فروشگاه‌هایی که داریم و یا توسط نمایندگی‌های فروش در سراسر کشور انجام می‌شود. [286,338,547,386]
masthead-right [10,10,1104,107]
ornament-dots-a [1359,825,1570,826]
